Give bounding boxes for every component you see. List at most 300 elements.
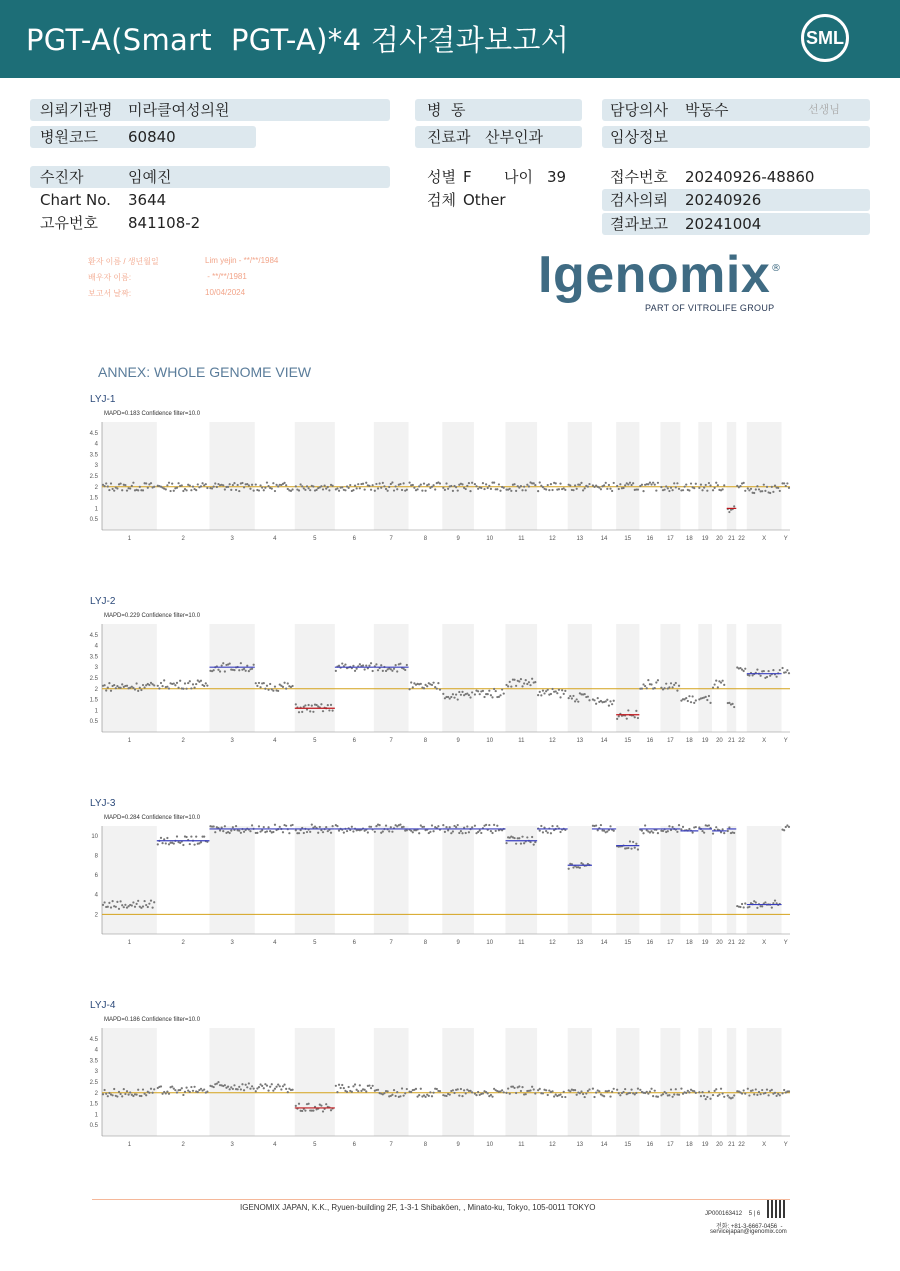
data-point [703,1095,705,1097]
data-point [285,1088,287,1090]
data-point [255,1090,257,1092]
x-tick-label: 14 [600,738,608,744]
data-point [608,1090,610,1092]
data-point [372,670,374,672]
data-point [465,488,467,490]
data-point [690,701,692,703]
data-point [779,1094,781,1096]
data-point [328,709,330,711]
data-point [408,482,410,484]
x-tick-label: 3 [230,1142,234,1148]
data-point [672,686,674,688]
data-point [727,1094,729,1096]
field-sex-label: 성별 [427,168,456,186]
data-point [316,489,318,491]
data-point [688,1091,690,1093]
data-point [432,1092,434,1094]
data-point [466,692,468,694]
data-point [637,488,639,490]
data-point [650,683,652,685]
chromosome-band [727,422,736,530]
data-point [450,485,452,487]
data-point [551,1090,553,1092]
data-point [526,484,528,486]
data-point [153,486,155,488]
chart-plot [80,1020,800,1155]
x-tick-label: 21 [728,536,735,542]
data-point [248,1082,250,1084]
x-tick-label: 6 [352,536,357,542]
meta-patient-value: Lim yejin - **/**/1984 [205,256,279,265]
data-point [136,682,138,684]
x-tick-label: 18 [686,738,693,744]
data-point [510,490,512,492]
data-point [714,487,716,489]
data-point [559,696,561,698]
data-point [320,703,322,705]
field-label: 병원코드 [40,128,98,146]
data-point [618,715,620,717]
data-point [488,690,490,692]
data-point [152,1092,154,1094]
data-point [431,1095,433,1097]
x-tick-label: 15 [624,1142,632,1148]
chart-title: LYJ-1 [90,394,116,405]
y-tick-label: 2.5 [89,1080,98,1086]
data-point [550,483,552,485]
data-point [173,842,175,844]
field-specimen [415,189,582,211]
data-point [359,487,361,489]
data-point [442,824,444,826]
x-tick-label: 5 [313,940,317,946]
data-point [144,686,146,688]
data-point [678,1094,680,1096]
x-tick-label: 7 [389,1142,393,1148]
data-point [564,690,566,692]
field-value: 산부인과 [485,128,543,146]
data-point [521,836,523,838]
data-point [359,1084,361,1086]
data-point [642,683,644,685]
data-point [251,484,253,486]
data-point [542,690,544,692]
data-point [453,697,455,699]
data-point [720,1088,722,1090]
data-point [619,1094,621,1096]
data-point [428,483,430,485]
data-point [595,703,597,705]
data-point [320,1105,322,1107]
data-point [509,1093,511,1095]
chromosome-band [374,826,409,934]
data-point [708,695,710,697]
x-tick-label: 22 [738,536,745,542]
x-tick-label: 6 [352,940,357,946]
data-point [274,1088,276,1090]
data-point [412,831,414,833]
data-point [622,487,624,489]
data-point [387,1090,389,1092]
x-tick-label: 5 [313,1142,317,1148]
data-point [362,664,364,666]
data-point [120,687,122,689]
data-point [515,843,517,845]
data-point [616,718,618,720]
data-point [515,490,517,492]
data-point [488,824,490,826]
data-point [708,824,710,826]
data-point [272,1089,274,1091]
data-point [169,490,171,492]
data-point [410,681,412,683]
data-point [672,489,674,491]
data-point [568,868,570,870]
y-tick-label: 4 [94,1047,98,1054]
data-point [124,1093,126,1095]
data-point [642,490,644,492]
data-point [200,485,202,487]
data-point [756,907,758,909]
data-point [142,905,144,907]
data-point [744,490,746,492]
data-point [406,1088,408,1090]
data-point [190,687,192,689]
data-point [383,485,385,487]
data-point [134,688,136,690]
data-point [261,487,263,489]
data-point [786,482,788,484]
data-point [712,489,714,491]
data-point [354,484,356,486]
data-point [192,486,194,488]
y-tick-label: 1.5 [89,697,98,704]
data-point [531,836,533,838]
data-point [137,489,139,491]
data-point [547,832,549,834]
data-point [705,696,707,698]
footer-divider [92,1199,790,1200]
data-point [179,680,181,682]
data-point [701,489,703,491]
data-point [238,669,240,671]
data-point [280,1088,282,1090]
y-tick-label: 1 [94,506,98,513]
data-point [380,664,382,666]
data-point [112,488,114,490]
field-label: 검체 [427,191,456,209]
data-point [637,1088,639,1090]
data-point [482,690,484,692]
data-point [182,1094,184,1096]
data-point [593,1096,595,1098]
report-header [0,0,900,78]
data-point [496,825,498,827]
data-point [672,826,674,828]
data-point [468,694,470,696]
data-point [410,1091,412,1093]
data-point [450,832,452,834]
data-point [324,484,326,486]
data-point [611,490,613,492]
data-point [731,703,733,705]
x-tick-label: 12 [549,536,556,542]
x-tick-label: 2 [181,738,185,744]
data-point [748,1094,750,1096]
data-point [714,683,716,685]
data-point [377,487,379,489]
data-point [580,482,582,484]
data-point [635,1092,637,1094]
y-tick-label: 3 [94,463,98,470]
data-point [471,482,473,484]
data-point [395,485,397,487]
data-point [385,488,387,490]
data-point [295,485,297,487]
x-tick-label: 20 [716,1142,723,1148]
data-point [126,489,128,491]
data-point [665,683,667,685]
data-point [714,1090,716,1092]
field-hospital-code [30,126,256,148]
data-point [173,682,175,684]
data-point [531,678,533,680]
data-point [107,686,109,688]
data-point [370,826,372,828]
data-point [545,488,547,490]
y-tick-label: 10 [91,833,98,840]
data-point [298,1103,300,1105]
data-point [718,1093,720,1095]
chart-plot [80,414,800,549]
data-point [474,483,476,485]
chromosome-band [295,624,335,732]
data-point [182,844,184,846]
data-point [253,664,255,666]
x-tick-label: 2 [181,536,185,542]
y-tick-label: 0.5 [89,1123,98,1130]
data-point [137,900,139,902]
data-point [352,1085,354,1087]
data-point [377,669,379,671]
data-point [336,487,338,489]
data-point [385,670,387,672]
data-point [104,1089,106,1091]
data-point [700,484,702,486]
data-point [496,488,498,490]
data-point [756,1094,758,1096]
data-point [513,837,515,839]
data-point [195,683,197,685]
data-point [705,484,707,486]
data-point [388,486,390,488]
x-tick-label: 7 [389,940,393,946]
x-tick-label: 13 [576,536,584,542]
data-point [712,686,714,688]
data-point [668,490,670,492]
field-label: 검사의뢰 [610,191,668,209]
data-point [295,1105,297,1107]
data-point [301,485,303,487]
data-point [764,1092,766,1094]
data-point [222,484,224,486]
data-point [213,825,215,827]
data-point [153,684,155,686]
data-point [655,489,657,491]
data-point [153,1088,155,1090]
field-request-date [602,189,870,211]
data-point [556,692,558,694]
data-point [217,669,219,671]
x-tick-label: 2 [181,940,185,946]
data-point [227,1086,229,1088]
y-tick-label: 0.5 [89,719,98,726]
x-tick-label: 5 [313,536,317,542]
data-point [279,826,281,828]
data-point [521,489,523,491]
data-point [181,1087,183,1089]
y-tick-label: 4.5 [89,430,98,437]
meta-patient-label: 환자 이름 / 생년월일 [88,257,159,266]
chromosome-band [295,1028,335,1136]
data-point [309,831,311,833]
data-point [367,831,369,833]
data-point [150,482,152,484]
data-point [359,663,361,665]
data-point [766,486,768,488]
x-tick-label: 11 [518,738,525,744]
chart-title: LYJ-4 [90,1000,116,1011]
data-point [680,1088,682,1090]
data-point [439,482,441,484]
field-doctor [602,99,870,121]
data-point [272,831,274,833]
data-point [698,1091,700,1093]
data-point [722,828,724,830]
data-point [391,831,393,833]
data-point [491,832,493,834]
data-point [613,700,615,702]
data-point [641,484,643,486]
data-point [471,826,473,828]
data-point [449,826,451,828]
data-point [271,1083,273,1085]
data-point [192,683,194,685]
data-point [491,696,493,698]
data-point [503,487,505,489]
chromosome-band [660,624,680,732]
data-point [393,668,395,670]
data-point [431,684,433,686]
data-point [559,1094,561,1096]
data-point [413,487,415,489]
data-point [344,663,346,665]
data-point [477,690,479,692]
field-label: 담당의사 [610,101,668,119]
data-point [251,824,253,826]
data-point [322,488,324,490]
data-point [526,683,528,685]
x-tick-label: Y [783,738,788,744]
data-point [346,1091,348,1093]
data-point [676,831,678,833]
data-point [312,1110,314,1112]
data-point [498,483,500,485]
data-point [547,689,549,691]
data-point [328,489,330,491]
data-point [605,700,607,702]
data-point [605,482,607,484]
chromosome-band [568,826,592,934]
data-point [287,682,289,684]
data-point [120,482,122,484]
data-point [764,901,766,903]
data-point [390,826,392,828]
data-point [458,691,460,693]
field-label: 접수번호 [610,168,668,186]
data-point [121,489,123,491]
data-point [568,697,570,699]
data-point [660,687,662,689]
x-tick-label: 2 [181,1142,185,1148]
segment-10 [474,688,505,699]
data-point [582,1093,584,1095]
data-point [626,718,628,720]
data-point [695,483,697,485]
data-point [382,670,384,672]
meta-date-value: 10/04/2024 [205,288,246,297]
data-point [303,832,305,834]
data-point [603,484,605,486]
data-point [688,828,690,830]
data-point [739,667,741,669]
chart-plot [80,616,800,751]
data-point [177,687,179,689]
data-point [282,831,284,833]
data-point [769,675,771,677]
data-point [224,670,226,672]
data-point [129,487,131,489]
segment-4 [255,1083,294,1093]
data-point [267,689,269,691]
data-point [193,686,195,688]
data-point [595,824,597,826]
data-point [233,482,235,484]
igenomix-registered: ® [771,263,781,274]
sml-logo-text: SML [806,28,844,48]
x-tick-label: 22 [738,738,745,744]
data-point [534,681,536,683]
data-point [624,1088,626,1090]
data-point [325,1103,327,1105]
data-point [505,842,507,844]
data-point [584,1096,586,1098]
segment-20 [712,679,725,688]
data-point [287,1091,289,1093]
field-value: 841108-2 [128,214,201,232]
data-point [288,832,290,834]
data-point [540,825,542,827]
data-point [132,901,134,903]
data-point [401,1087,403,1089]
data-point [471,691,473,693]
data-point [460,1088,462,1090]
data-point [195,836,197,838]
data-point [461,483,463,485]
data-point [197,1091,199,1093]
data-point [104,901,106,903]
data-point [442,693,444,695]
